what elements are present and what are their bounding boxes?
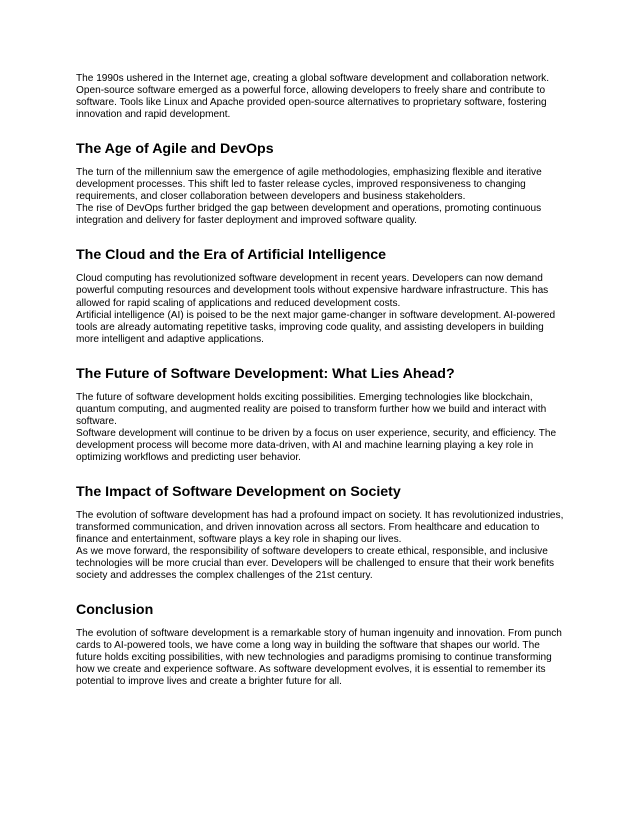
- section-heading-future: The Future of Software Development: What Lies Ahead?: [76, 365, 455, 382]
- agile-paragraph-1: The turn of the millennium saw the emergence of agile methodologies, emphasizing flexible and iterative development processes. This shift led to faster release cycles, improved responsiveness to changing requirements, and closer collaboration between developers and business stakeholders.: [76, 167, 542, 203]
- future-paragraph-2: Software development will continue to be driven by a focus on user experience, security, and efficiency. The development process will become more data-driven, with AI and machine learning playing a key role in optimizing workflows and predicting user behavior.: [76, 427, 557, 463]
- agile-paragraph-2: The rise of DevOps further bridged the gap between development and operations, promoting continuous integration and delivery for faster deployment and improved software quality.: [76, 203, 542, 227]
- spacer: [76, 619, 566, 628]
- spacer: [76, 383, 566, 392]
- spacer: [76, 158, 566, 167]
- spacer: [76, 582, 566, 602]
- spacer: [76, 346, 566, 366]
- spacer: [76, 464, 566, 484]
- section-heading-cloud-ai: The Cloud and the Era of Artificial Intelligence: [76, 247, 387, 264]
- cloud-paragraph-1: Cloud computing has revolutionized software development in recent years. Developers can now demand powerful computing resources and development tools without expensive hardware infrastructure. This has allowed for rapid scaling of applications and reduced development costs.: [76, 273, 549, 309]
- future-paragraph-1: The future of software development holds exciting possibilities. Emerging technologies like blockchain, quantum computing, and augmented reality are poised to transform further how we build and interact with software.: [76, 391, 547, 427]
- spacer: [76, 121, 566, 141]
- conclusion-paragraph: The evolution of software development is a remarkable story of human ingenuity and innovation. From punch cards to AI-powered tools, we have come a long way in building the software that shapes our world. The future holds exciting possibilities, with new technologies and paradigms promising to continue transforming how we create and experience software. As software development evolves, it is essential to remember its potential to improve lives and create a brighter future for all.: [76, 628, 562, 688]
- section-heading-agile-devops: The Age of Agile and DevOps: [76, 141, 274, 158]
- document-page: [76, 73, 566, 689]
- cloud-paragraph-2: Artificial intelligence (AI) is poised to be the next major game-changer in software development. AI-powered tools are already automating repetitive tasks, improving code quality, and assisting developers in building more intelligent and adaptive applications.: [76, 309, 556, 345]
- section-heading-impact: The Impact of Software Development on Society: [76, 483, 401, 500]
- section-heading-conclusion: Conclusion: [76, 602, 154, 619]
- spacer: [76, 227, 566, 247]
- impact-paragraph-1: The evolution of software development has had a profound impact on society. It has revolutionized industries, transformed communication, and driven innovation across all sectors. From healthcare and education to finance and entertainment, software plays a key role in shaping our lives.: [76, 509, 564, 546]
- impact-paragraph-2: As we move forward, the responsibility of software developers to create ethical, responsible, and inclusive technologies will be more crucial than ever. Developers will be challenged to ensure that their work benefits society and addresses the complex challenges of the 21st century.: [76, 546, 555, 582]
- intro-paragraph: The 1990s ushered in the Internet age, creating a global software development and collaboration network. Open-source software emerged as a powerful force, allowing developers to freely share and contribute to software. Tools like Linux and Apache provided open-source alternatives to proprietary software, fostering innovation and rapid development.: [76, 73, 550, 121]
- spacer: [76, 501, 566, 510]
- spacer: [76, 264, 566, 273]
